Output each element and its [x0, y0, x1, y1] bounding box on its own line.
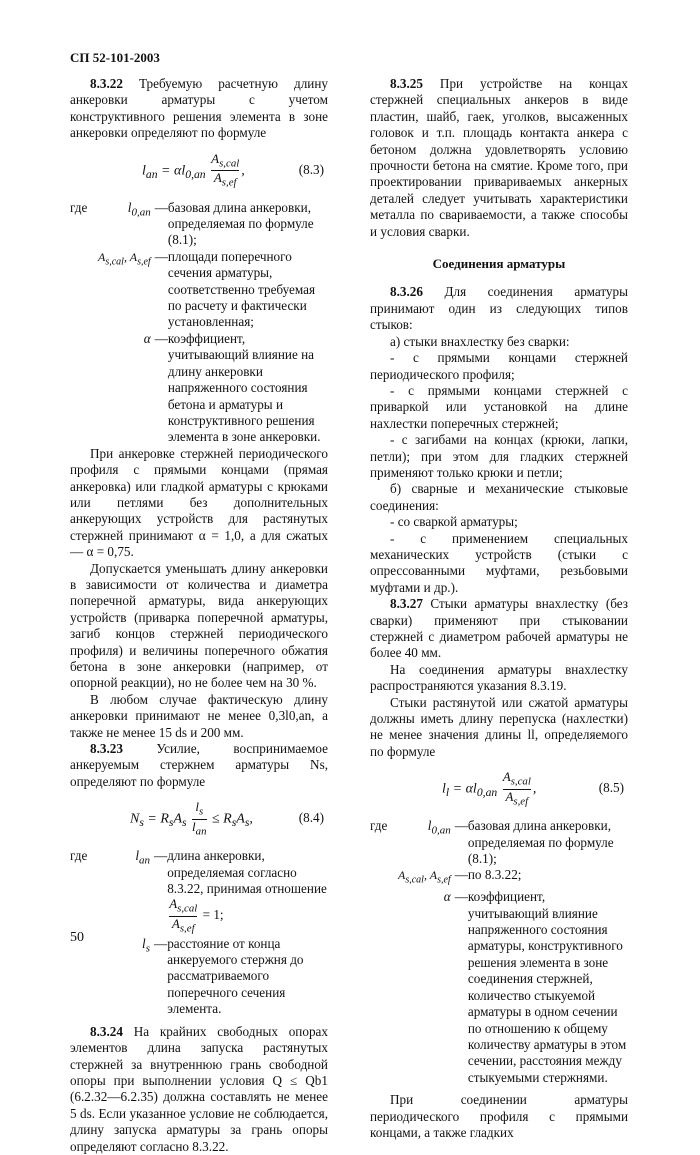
where-definition: расстояние от конца анкеруемого стержня до рассматриваемого поперечного сечения элемента. — [167, 935, 304, 1017]
list-item: - с прямыми концами стержней с приваркой или установкой на длине нахлестки поперечных стержней; — [370, 382, 628, 431]
paragraph: Стыки растянутой или сжатой арматуры должны иметь длину перепуска (нахлестки) не менее значения длины ll, определяемого по формуле — [370, 694, 628, 759]
formula-symbol: l — [142, 935, 146, 951]
formula-subscript: an — [139, 854, 150, 867]
formula-symbol: = αl — [449, 781, 477, 797]
formula-subscript: s,ef — [513, 795, 529, 808]
formula-fraction — [192, 800, 206, 838]
where-dash: — — [154, 935, 168, 951]
where-dash: — — [154, 848, 168, 864]
formula-subscript: s — [139, 816, 144, 830]
where-list-8-5 — [370, 818, 628, 1086]
fraction-numerator — [211, 152, 239, 171]
formula-subscript: s,ef — [437, 874, 451, 886]
left-column — [70, 76, 328, 1155]
where-row — [70, 331, 328, 446]
formula-symbol: , A — [123, 249, 138, 264]
list-item: - с применением специальных механических устройств (стыки с опрессованными муфтами, резьбовыми муфтами и др.). — [370, 530, 628, 595]
formula-subscript: s,cal — [510, 775, 531, 788]
where-word: где — [70, 199, 88, 215]
where-symbol — [398, 818, 455, 867]
formula-body: $l_l = \alpha l_{0,an}$ $\frac{A_{s,cal}}{A_{s,ef}}$ , — [442, 769, 537, 808]
clause-8-3-27 — [370, 596, 628, 662]
clause-text: Для соединения арматуры принимают один из следующих типов стыков: — [370, 284, 628, 333]
where-dash: — — [154, 199, 168, 215]
where-symbol — [98, 249, 155, 331]
where-row — [70, 200, 328, 249]
paragraph: На соединения арматуры внахлестку распространяются указания 8.3.19. — [370, 661, 628, 694]
formula-number: (8.4) — [298, 810, 324, 826]
where-dash: — — [454, 867, 468, 883]
clause-text: Требуемую расчетную длину анкеровки арматуры с учетом конструктивного решения элемента в зоне анкеровки определяют по формуле — [70, 76, 328, 141]
where-dash: — — [154, 248, 168, 264]
clause-8-3-23 — [70, 741, 328, 790]
formula-subscript: 0,an — [185, 167, 206, 181]
where-row — [370, 889, 628, 1086]
where-row — [70, 848, 328, 935]
where-spacer — [70, 249, 98, 331]
section-title: Соединения арматуры — [432, 256, 566, 272]
formula-subscript: 0,an — [476, 786, 498, 800]
where-row — [370, 867, 628, 889]
formula-8-4 — [70, 796, 328, 840]
definition-text: длина анкеровки, определяемая согласно 8.3.22, принимая отношение — [167, 848, 327, 897]
clause-8-3-24 — [70, 1024, 328, 1155]
where-definition: площади поперечного сечения арматуры, соответственно требуемая по расчету и фактически установленная; — [167, 248, 316, 330]
formula-subscript: l — [445, 786, 450, 800]
fraction-denominator — [211, 170, 239, 190]
clause-8-3-25 — [370, 76, 628, 240]
formula-symbol: A — [398, 868, 406, 883]
where-definition — [167, 848, 328, 935]
clause-number: 8.3.27 — [390, 596, 423, 612]
formula-subscript: s,ef — [137, 256, 151, 268]
formula-subscript: s,cal — [219, 157, 240, 170]
where-definition: коэффициент, учитывающий влияние на длину анкеровки напряженного состояния бетона и арматуры и конструктивного решения элемента в зоне анкеровки. — [167, 330, 321, 445]
where-word: где — [370, 818, 388, 834]
formula-fraction — [503, 770, 531, 808]
fraction-numerator: $A_{s,cal}$ — [169, 896, 198, 916]
formula-symbol: A — [211, 150, 220, 166]
where-row — [70, 249, 328, 331]
formula-body: $l_{an} = \alpha l_{0,an}$ $\frac{A_{s,cal}}{A_{s,ef}}$ , — [142, 150, 245, 189]
paragraph: При анкеровке стержней периодического профиля с прямыми концами (прямая анкеровка) или гладкой арматуры с крюками или петлями без дополнительных анкерующих устройств для растянутых стержней принимают α = 1,0, а для сжатых — α = 0,75. — [70, 445, 328, 560]
clause-text: При устройстве на концах стержней специальных анкеров в виде пластин, шайб, гаек, уголков, высаженных головок и т.п. площадь контакта анкера с бетоном должна удовлетворять условию прочности бетона на смятие. Кроме того, при проектировании привариваемых анкерных деталей следует учитывать характеристики металла по свариваемости, а также способы и условия сварки. — [370, 76, 628, 239]
list-item: - с загибами на концах (крюки, лапки, петли); при этом для гладких стержней применяют только крюки и петли; — [370, 432, 628, 480]
formula-subscript: s — [145, 942, 150, 955]
where-definition: коэффициент, учитывающий влияние напряженного состояния арматуры, конструктивного решения элемента в зоне соединения стержней, количество стыкуемой арматуры в одном сечении по отношению к общему количеству арматуры в этом сечении, расстояния между стыкуемыми стержнями. — [467, 889, 627, 1085]
paragraph: В любом случае фактическую длину анкеровки принимают не менее 0,3l0,an, а также не менее 15 ds и 200 мм. — [70, 691, 328, 740]
formula-symbol: = αl — [157, 162, 186, 178]
where-spacer — [70, 936, 98, 1018]
formula-subscript: s,cal — [405, 874, 424, 886]
list-item: - со сваркой арматуры; — [390, 514, 518, 530]
formula-symbol: , A — [423, 868, 438, 883]
right-column — [370, 76, 628, 1141]
where-list-8-4 — [70, 848, 328, 1017]
fraction-denominator — [503, 789, 531, 809]
where-word: где — [70, 848, 88, 864]
where-symbol — [98, 200, 155, 249]
clause-number: 8.3.24 — [90, 1023, 123, 1039]
list-item: а) стыки внахлестку без сварки: — [390, 333, 570, 349]
fraction-denominator: $A_{s,ef}$ — [169, 916, 197, 936]
formula-subscript: 0,an — [131, 206, 151, 219]
list-item: - с прямыми концами стержней периодического профиля; — [370, 350, 628, 382]
where-dash: — — [454, 889, 468, 905]
clause-number: 8.3.26 — [390, 284, 423, 300]
formula-subscript: s — [168, 816, 174, 830]
formula-symbol: A — [98, 249, 106, 264]
formula-subscript: 0,an — [431, 824, 451, 837]
formula-8-3 — [70, 148, 328, 192]
where-definition: базовая длина анкеровки, определяемая по формуле (8.1); — [167, 199, 314, 248]
where-row — [70, 936, 328, 1018]
clause-number: 8.3.22 — [90, 76, 123, 91]
formula-fraction — [169, 897, 197, 935]
paragraph: Допускается уменьшать длину анкеровки в зависимости от количества и диаметра поперечной арматуры, вида анкерующих устройств (приварка поперечной арматуры, загиб концов стержней периодического профиля) и величины поперечного обжатия бетона в зоне анкеровки (например, от опорной реакции), но не более чем на 30 %. — [70, 560, 328, 691]
where-list-8-3 — [70, 200, 328, 446]
clause-8-3-22 — [70, 76, 328, 142]
formula-subscript: s,cal — [105, 256, 124, 268]
clause-number: 8.3.25 — [390, 76, 423, 91]
formula-fraction — [211, 152, 239, 190]
formula-8-5 — [370, 766, 628, 810]
formula-symbol: l — [142, 162, 146, 178]
formula-subscript: s — [244, 816, 250, 830]
formula-subscript: s — [231, 816, 237, 830]
formula-symbol: A — [213, 170, 222, 186]
where-symbol: α — [143, 330, 151, 346]
where-symbol: α — [443, 889, 451, 905]
list-item: б) сварные и механические стыковые соединения: — [370, 481, 628, 513]
clause-8-3-26 — [370, 284, 628, 333]
clause-text: На крайних свободных опорах элементов длина запуска растянутых стержней за внутреннюю грань свободной опоры при выполнении условия Q ≤ Qb1 (6.2.32—6.2.35) должна составлять не менее 5 ds. Если указанное условие не соблюдается, длину запуска арматуры за грань опоры определяют согласно 8.3.22. — [70, 1023, 328, 1154]
clause-text: Стыки арматуры внахлестку (без сварки) применяют при стыковании стержней с диаметром рабочей арматуры не более 40 мм. — [370, 596, 628, 661]
where-spacer — [370, 889, 398, 1086]
where-dash: — — [154, 330, 168, 346]
page-number: 50 — [70, 930, 84, 945]
formula-symbol: l — [135, 848, 139, 864]
paragraph: При соединении арматуры периодического профиля с прямыми концами, а также гладких — [370, 1092, 628, 1140]
formula-symbol: A — [505, 788, 514, 804]
running-header: СП 52-101-2003 — [70, 50, 160, 65]
fraction-denominator: $l_{an}$ — [192, 818, 207, 838]
where-definition: базовая длина анкеровки, определяемая по формуле (8.1); — [467, 818, 614, 867]
clause-text: Усилие, воспринимаемое анкеруемым стержнем арматуры Ns, определяют по формуле — [70, 741, 328, 789]
where-row — [370, 818, 628, 867]
where-dash: — — [454, 818, 468, 834]
definition-tail: = 1; — [199, 907, 224, 923]
formula-symbol: l — [127, 199, 132, 215]
formula-subscript: an — [145, 167, 158, 181]
formula-body: $N_s = R_sA_s$ $\frac{l_s}{l_{an}}$ ≤ $R_sA_s$, — [130, 799, 253, 838]
where-symbol — [398, 867, 455, 889]
formula-number: (8.5) — [598, 780, 624, 796]
formula-subscript: s — [182, 816, 187, 830]
formula-number: (8.3) — [298, 161, 324, 177]
fraction-numerator: $l_s$ — [195, 799, 204, 818]
clause-number: 8.3.23 — [90, 741, 123, 757]
where-symbol — [98, 848, 154, 935]
formula-symbol: A — [502, 769, 511, 785]
where-spacer — [370, 867, 398, 889]
where-definition: по 8.3.22; — [467, 867, 522, 883]
formula-symbol: N — [130, 811, 140, 827]
where-spacer — [70, 331, 98, 446]
formula-symbol: l — [442, 781, 446, 797]
formula-subscript: s,ef — [221, 176, 237, 189]
where-symbol — [98, 936, 154, 1018]
formula-symbol: l — [427, 818, 432, 834]
fraction-numerator — [503, 770, 531, 789]
